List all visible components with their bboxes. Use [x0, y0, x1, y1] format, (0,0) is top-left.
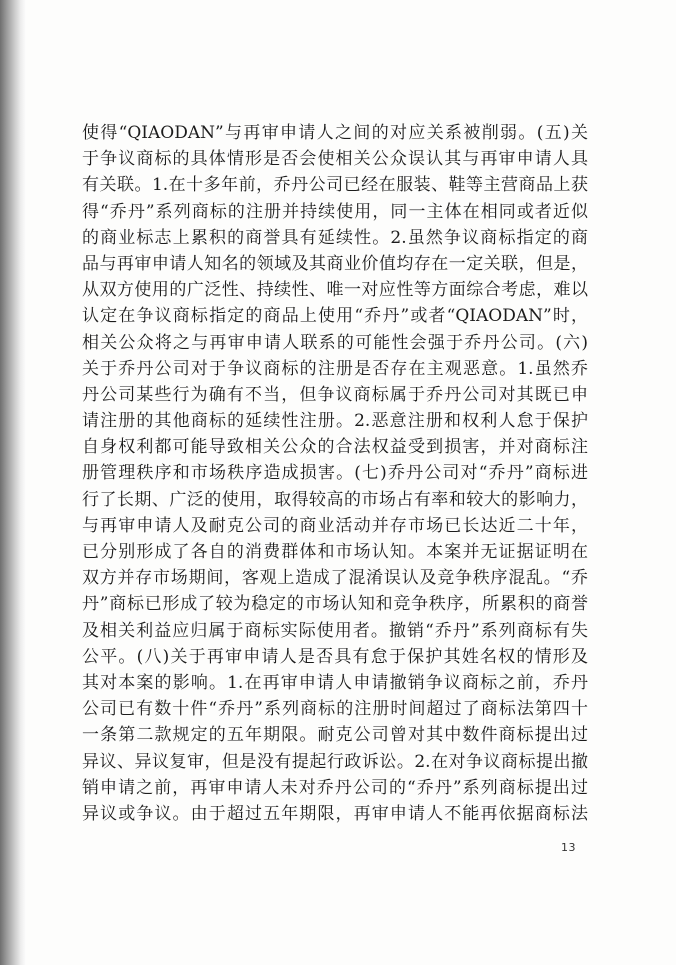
- text-line: 请注册的其他商标的延续性注册。2.恶意注册和权利人怠于保护: [82, 411, 588, 432]
- text-line: 使得“QIAODAN”与再审申请人之间的对应关系被削弱。(五)关: [82, 123, 588, 143]
- text-line: 册管理秩序和市场秩序造成损害。(七)乔丹公司对“乔丹”商标进: [82, 463, 588, 484]
- text-line: 关于乔丹公司对于争议商标的注册是否存在主观恶意。1.虽然乔: [82, 358, 588, 379]
- book-spine-shadow: [0, 0, 26, 965]
- text-line: 相关公众将之与再审申请人联系的可能性会强于乔丹公司。(六): [82, 332, 588, 353]
- text-line: 丹”商标已形成了较为稳定的市场认知和竞争秩序，所累积的商誉: [82, 594, 588, 615]
- text-line: 品与再审申请人知名的领域及其商业价值均存在一定关联，但是，: [82, 253, 588, 274]
- text-line: 一条第二款规定的五年期限。耐克公司曾对其中数件商标提出过: [82, 725, 588, 746]
- text-line: 于争议商标的具体情形是否会使相关公众误认其与再审申请人具: [82, 149, 588, 170]
- text-line: 其对本案的影响。1.在再审申请人申请撤销争议商标之前，乔丹: [82, 672, 588, 693]
- text-line: 及相关利益应归属于商标实际使用者。撤销“乔丹”系列商标有失: [82, 620, 588, 641]
- body-text: [82, 120, 588, 827]
- text-line: 从双方使用的广泛性、持续性、唯一对应性等方面综合考虑，难以: [82, 280, 588, 301]
- text-line: 已分别形成了各自的消费群体和市场认知。本案并无证据证明在: [82, 542, 588, 562]
- text-line: 公司已有数十件“乔丹”系列商标的注册时间超过了商标法第四十: [82, 699, 588, 720]
- text-line: 丹公司某些行为确有不当，但争议商标属于乔丹公司对其既已申: [82, 384, 588, 405]
- text-line: 销申请之前，再审申请人未对乔丹公司的“乔丹”系列商标提出过: [82, 777, 588, 798]
- text-line: 与再审申请人及耐克公司的商业活动并存市场已长达近二十年，: [82, 515, 588, 536]
- text-line: 的商业标志上累积的商誉具有延续性。2.虽然争议商标指定的商: [82, 227, 588, 248]
- page-number: 13: [561, 841, 576, 854]
- text-line: 双方并存市场期间，客观上造成了混淆误认及竞争秩序混乱。“乔: [82, 568, 588, 589]
- text-line: 异议或争议。由于超过五年期限，再审申请人不能再依据商标法: [82, 803, 588, 824]
- text-line: 有关联。1.在十多年前，乔丹公司已经在服装、鞋等主营商品上获: [82, 175, 588, 196]
- text-line: 公平。(八)关于再审申请人是否具有怠于保护其姓名权的情形及: [82, 646, 588, 667]
- text-line: 行了长期、广泛的使用，取得较高的市场占有率和较大的影响力，: [82, 489, 588, 510]
- text-line: 自身权利都可能导致相关公众的合法权益受到损害，并对商标注: [82, 437, 588, 458]
- text-line: 得“乔丹”系列商标的注册并持续使用，同一主体在相同或者近似: [82, 201, 588, 222]
- text-line: 认定在争议商标指定的商品上使用“乔丹”或者“QIAODAN”时，: [82, 306, 588, 327]
- text-line: 异议、异议复审，但是没有提起行政诉讼。2.在对争议商标提出撤: [82, 751, 588, 772]
